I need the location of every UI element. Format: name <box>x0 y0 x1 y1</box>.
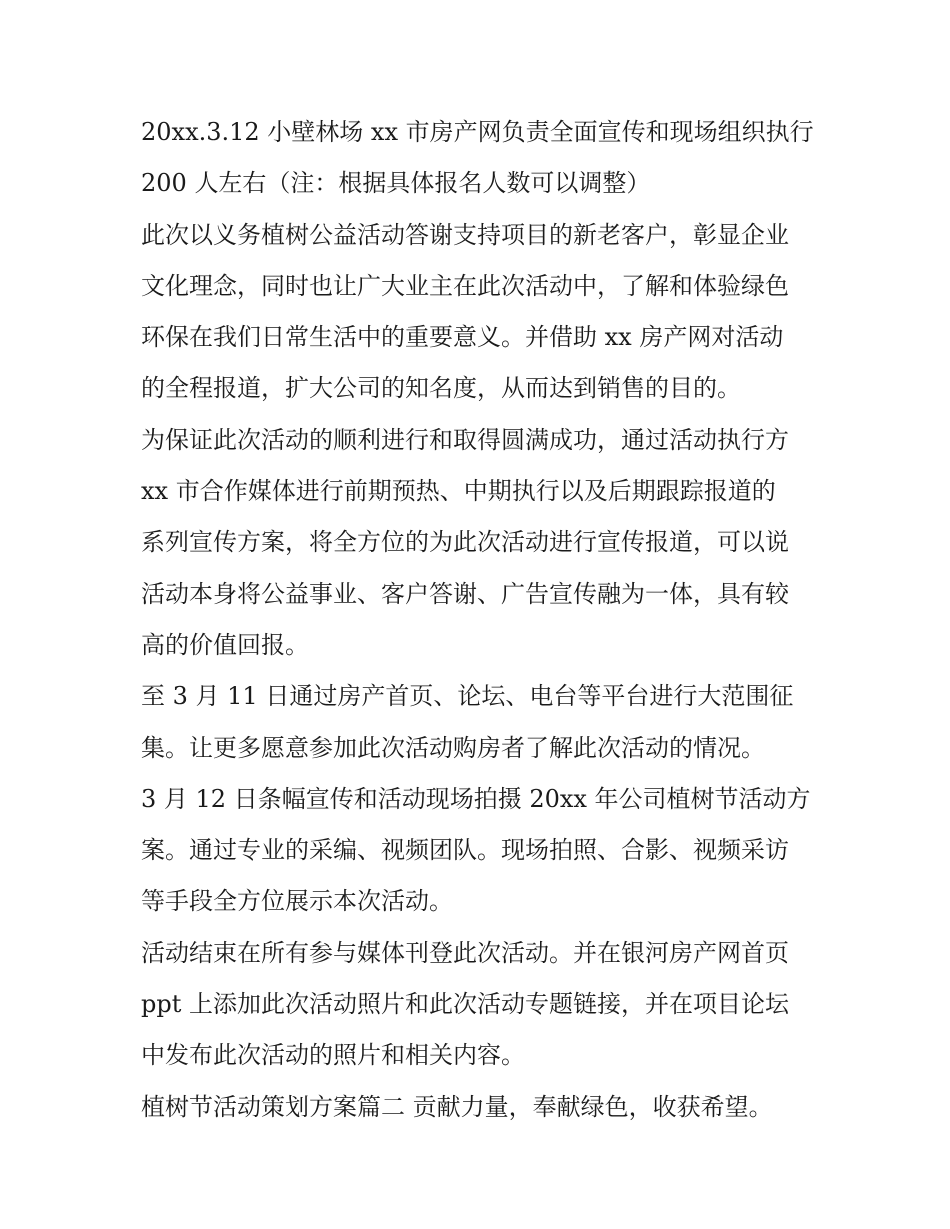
text-line: 案。通过专业的采编、视频团队。现场拍照、合影、视频采访 <box>141 836 789 865</box>
text-line: 活动结束在所有参与媒体刊登此次活动。并在银河房产网首页 <box>141 938 789 967</box>
text-line: 活动本身将公益事业、客户答谢、广告宣传融为一体，具有较 <box>141 579 789 608</box>
text-line: 文化理念，同时也让广大业主在此次活动中，了解和体验绿色 <box>141 271 789 300</box>
text-line: 20xx.3.12 小壁林场 xx 市房产网负责全面宣传和现场组织执行 <box>141 118 814 146</box>
document-body <box>141 107 821 1133</box>
paragraph-media-plan <box>141 415 821 671</box>
text-line: 植树节活动策划方案篇二 贡献力量，奉献绿色，收获希望。 <box>141 1092 773 1121</box>
text-line: 高的价值回报。 <box>141 630 309 659</box>
paragraph-followup <box>141 928 821 1082</box>
text-line: 为保证此次活动的顺利进行和取得圆满成功，通过活动执行方 <box>141 425 789 454</box>
text-line: 系列宣传方案，将全方位的为此次活动进行宣传报道，可以说 <box>141 528 789 557</box>
text-line: 此次以义务植树公益活动答谢支持项目的新老客户，彰显企业 <box>141 220 789 249</box>
paragraph-attendance <box>141 158 821 209</box>
text-line: 集。让更多愿意参加此次活动购房者了解此次活动的情况。 <box>141 733 765 762</box>
text-line: 中发布此次活动的照片和相关内容。 <box>141 1041 525 1070</box>
text-line: 环保在我们日常生活中的重要意义。并借助 xx 房产网对活动 <box>141 323 784 352</box>
paragraph-recruitment <box>141 671 821 774</box>
paragraph-onsite <box>141 774 821 928</box>
text-line: ppt 上添加此次活动照片和此次活动专题链接，并在项目论坛 <box>141 990 789 1019</box>
text-line: 的全程报道，扩大公司的知名度，从而达到销售的目的。 <box>141 374 741 403</box>
text-line: 等手段全方位展示本次活动。 <box>141 887 453 916</box>
text-line: 至 3 月 11 日通过房产首页、论坛、电台等平台进行大范围征 <box>141 682 794 711</box>
text-line: xx 市合作媒体进行前期预热、中期执行以及后期跟踪报道的 <box>141 477 776 506</box>
text-line: 3 月 12 日条幅宣传和活动现场拍摄 20xx 年公司植树节活动方 <box>141 784 811 813</box>
paragraph-schedule <box>141 107 821 158</box>
text-line: 200 人左右（注：根据具体报名人数可以调整） <box>141 169 651 198</box>
paragraph-purpose <box>141 210 821 415</box>
paragraph-plan-two-heading <box>141 1082 821 1133</box>
